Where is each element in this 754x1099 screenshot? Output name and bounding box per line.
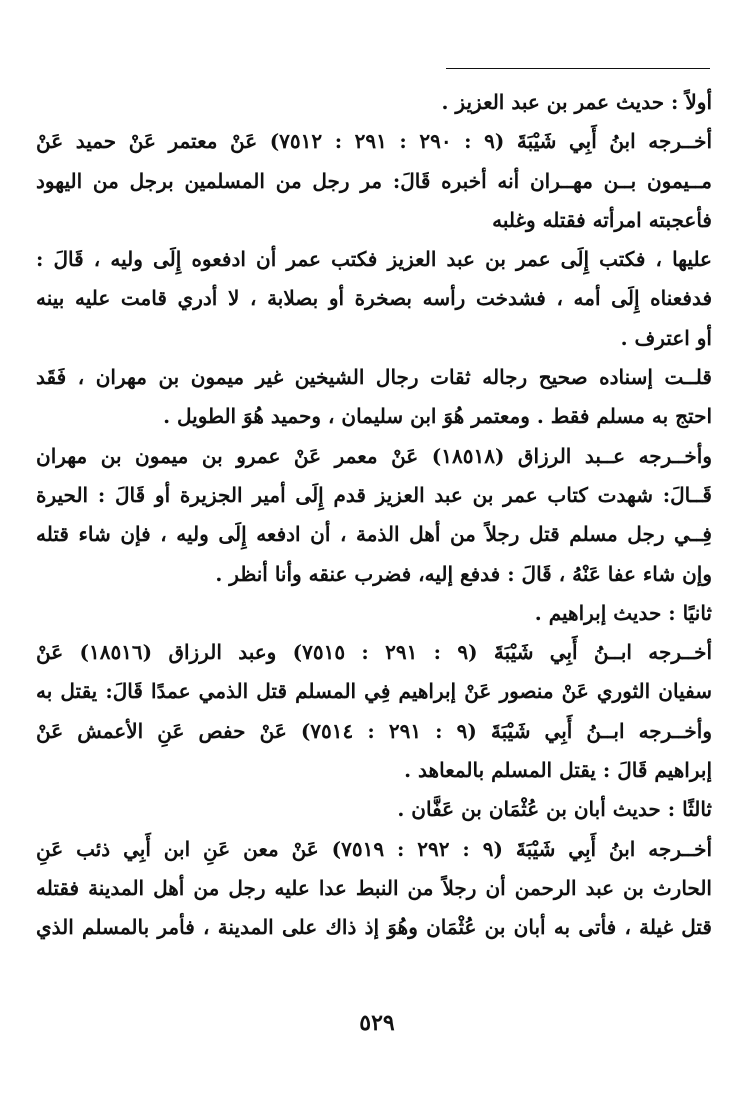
text-line: ثالثًا : حديث أبان بن عُثْمَان بن عَفَّان . <box>397 797 712 822</box>
text-line: قتل غيلة ، فأتى به أبان بن عُثْمَان وهُوَ إذ ذاك على المدينة ، فأمر بالمسلم الذي <box>36 915 712 940</box>
text-line: مــيمون بــن مهــران أنه أخبره قَالَ: مر رجل من المسلمين برجل من اليهود <box>36 168 712 193</box>
text-line: فأعجبته امرأته فقتله وغلبه <box>492 207 712 232</box>
text-line: فدفعناه إِلَى أمه ، فشدخت رأسه بصخرة أو بصلابة ، لا أدري قامت عليه بينه <box>36 286 712 311</box>
text-line: أخــرجه ابنُ أَبِي شَيْبَةَ (٩ : ٢٩٠ : ٢٩١ : ٧٥١٢) عَنْ معتمر عَنْ حميد عَنْ <box>36 129 712 154</box>
footnote-separator-rule <box>446 68 710 69</box>
text-line: الحارث بن عبد الرحمن أن رجلاً من النبط عدا عليه رجل من أهل المدينة فقتله <box>36 875 712 900</box>
text-line: وإن شاء عفا عَنْهُ ، قَالَ : فدفع إليه، فضرب عنقه وأنا أنظر . <box>215 561 712 586</box>
text-line: وأخــرجه عــبد الرزاق (١٨٥١٨) عَنْ معمر عَنْ عمرو بن ميمون بن مهران <box>36 443 712 468</box>
text-line: عليها ، فكتب إِلَى عمر بن عبد العزيز فكتب عمر أن ادفعوه إِلَى وليه ، قَالَ : <box>36 247 712 272</box>
text-line: احتج به مسلم فقط . ومعتمر هُوَ ابن سليمان ، وحميد هُوَ الطويل . <box>163 404 712 429</box>
text-line: قلــت إسناده صحيح رجاله ثقات رجال الشيخين غير ميمون بن مهران ، فَقَد <box>36 365 712 390</box>
text-line: أو اعترف . <box>620 325 712 350</box>
text-line: أخــرجه ابنُ أَبِي شَيْبَةَ (٩ : ٢٩٢ : ٧٥١٩) عَنْ معن عَنِ ابن أَبِي ذئب عَنِ <box>36 836 712 861</box>
text-line: إبراهيم قَالَ : يقتل المسلم بالمعاهد . <box>404 758 712 783</box>
text-line: أولاً : حديث عمر بن عبد العزيز . <box>441 90 712 114</box>
text-line: سفيان الثوري عَنْ منصور عَنْ إبراهيم فِي المسلم قتل الذمي عمدًا قَالَ: يقتل به <box>36 679 712 704</box>
page-number: ٥٢٩ <box>359 1010 395 1036</box>
text-line: فِــي رجل مسلم قتل رجلاً من أهل الذمة ، أن ادفعه إِلَى وليه ، فإن شاء قتله <box>36 522 712 547</box>
footnote-text-block <box>36 83 712 948</box>
text-line: ثانيًا : حديث إبراهيم . <box>534 600 712 625</box>
text-line: وأخــرجه ابــنُ أَبِي شَيْبَةَ (٩ : ٢٩١ : ٧٥١٤) عَنْ حفص عَنِ الأعمش عَنْ <box>36 718 712 743</box>
text-line: أخــرجه ابــنُ أَبِي شَيْبَةَ (٩ : ٢٩١ : ٧٥١٥) وعبد الرزاق (١٨٥١٦) عَنْ <box>36 640 712 665</box>
text-line: قَــالَ: شهدت كتاب عمر بن عبد العزيز قدم إِلَى أمير الجزيرة أو قَالَ : الحيرة <box>36 482 712 507</box>
